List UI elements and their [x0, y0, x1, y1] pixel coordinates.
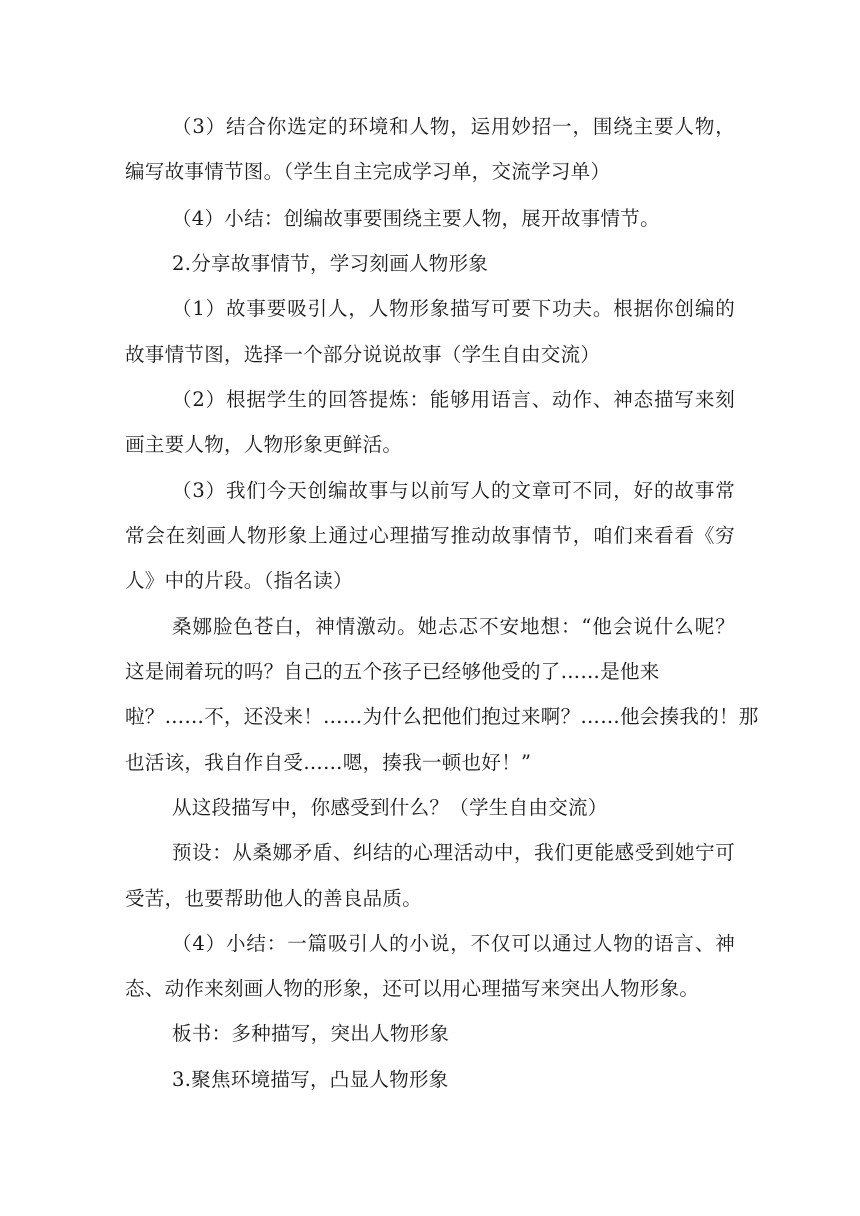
paragraph-line: （1）故事要吸引人，人物形象描写可要下功夫。根据你创编的 [172, 297, 735, 320]
paragraph-line: 故事情节图，选择一个部分说说故事（学生自由交流） [125, 343, 601, 366]
quote-line: 这是闹着玩的吗？自己的五个孩子已经够他受的了……是他来 [125, 660, 660, 683]
paragraph-line: 画主要人物，人物形象更鲜活。 [125, 433, 403, 456]
section-heading: 2.分享故事情节，学习刻画人物形象 [172, 252, 489, 275]
paragraph-line: （2）根据学生的回答提炼：能够用语言、动作、神态描写来刻 [172, 388, 735, 411]
paragraph-line: 态、动作来刻画人物的形象，还可以用心理描写来突出人物形象。 [125, 977, 700, 1000]
paragraph-line: 编写故事情节图。（学生自主完成学习单，交流学习单） [125, 160, 611, 183]
paragraph-line: （3）我们今天创编故事与以前写人的文章可不同，好的故事常 [172, 479, 735, 502]
paragraph-line: 预设：从桑娜矛盾、纠结的心理活动中，我们更能感受到她宁可 [172, 841, 735, 864]
quote-line: 啦？……不，还没来！……为什么把他们抱过来啊？……他会揍我的！那 [125, 705, 759, 728]
quote-line: 桑娜脸色苍白，神情激动。她忐忑不安地想：“他会说什么呢？ [172, 615, 735, 638]
paragraph-line: 常会在刻画人物形象上通过心理描写推动故事情节，咱们来看看《穷 [125, 524, 735, 547]
paragraph-line: （4）小结：一篇吸引人的小说，不仅可以通过人物的语言、神 [172, 932, 735, 955]
paragraph-line: 受苦，也要帮助他人的善良品质。 [125, 887, 423, 910]
board-note: 板书：多种描写，突出人物形象 [172, 1022, 450, 1045]
section-heading: 3.聚焦环境描写，凸显人物形象 [172, 1068, 449, 1091]
paragraph-line: （3）结合你选定的环境和人物，运用妙招一，围绕主要人物， [172, 115, 735, 138]
paragraph-line: （4）小结：创编故事要围绕主要人物，展开故事情节。 [172, 207, 660, 230]
paragraph-line: 从这段描写中，你感受到什么？（学生自由交流） [172, 796, 608, 819]
quote-line: 也活该，我自作自受……嗯，揍我一顿也好！” [125, 751, 532, 774]
paragraph-line: 人》中的片段。（指名读） [125, 569, 353, 592]
